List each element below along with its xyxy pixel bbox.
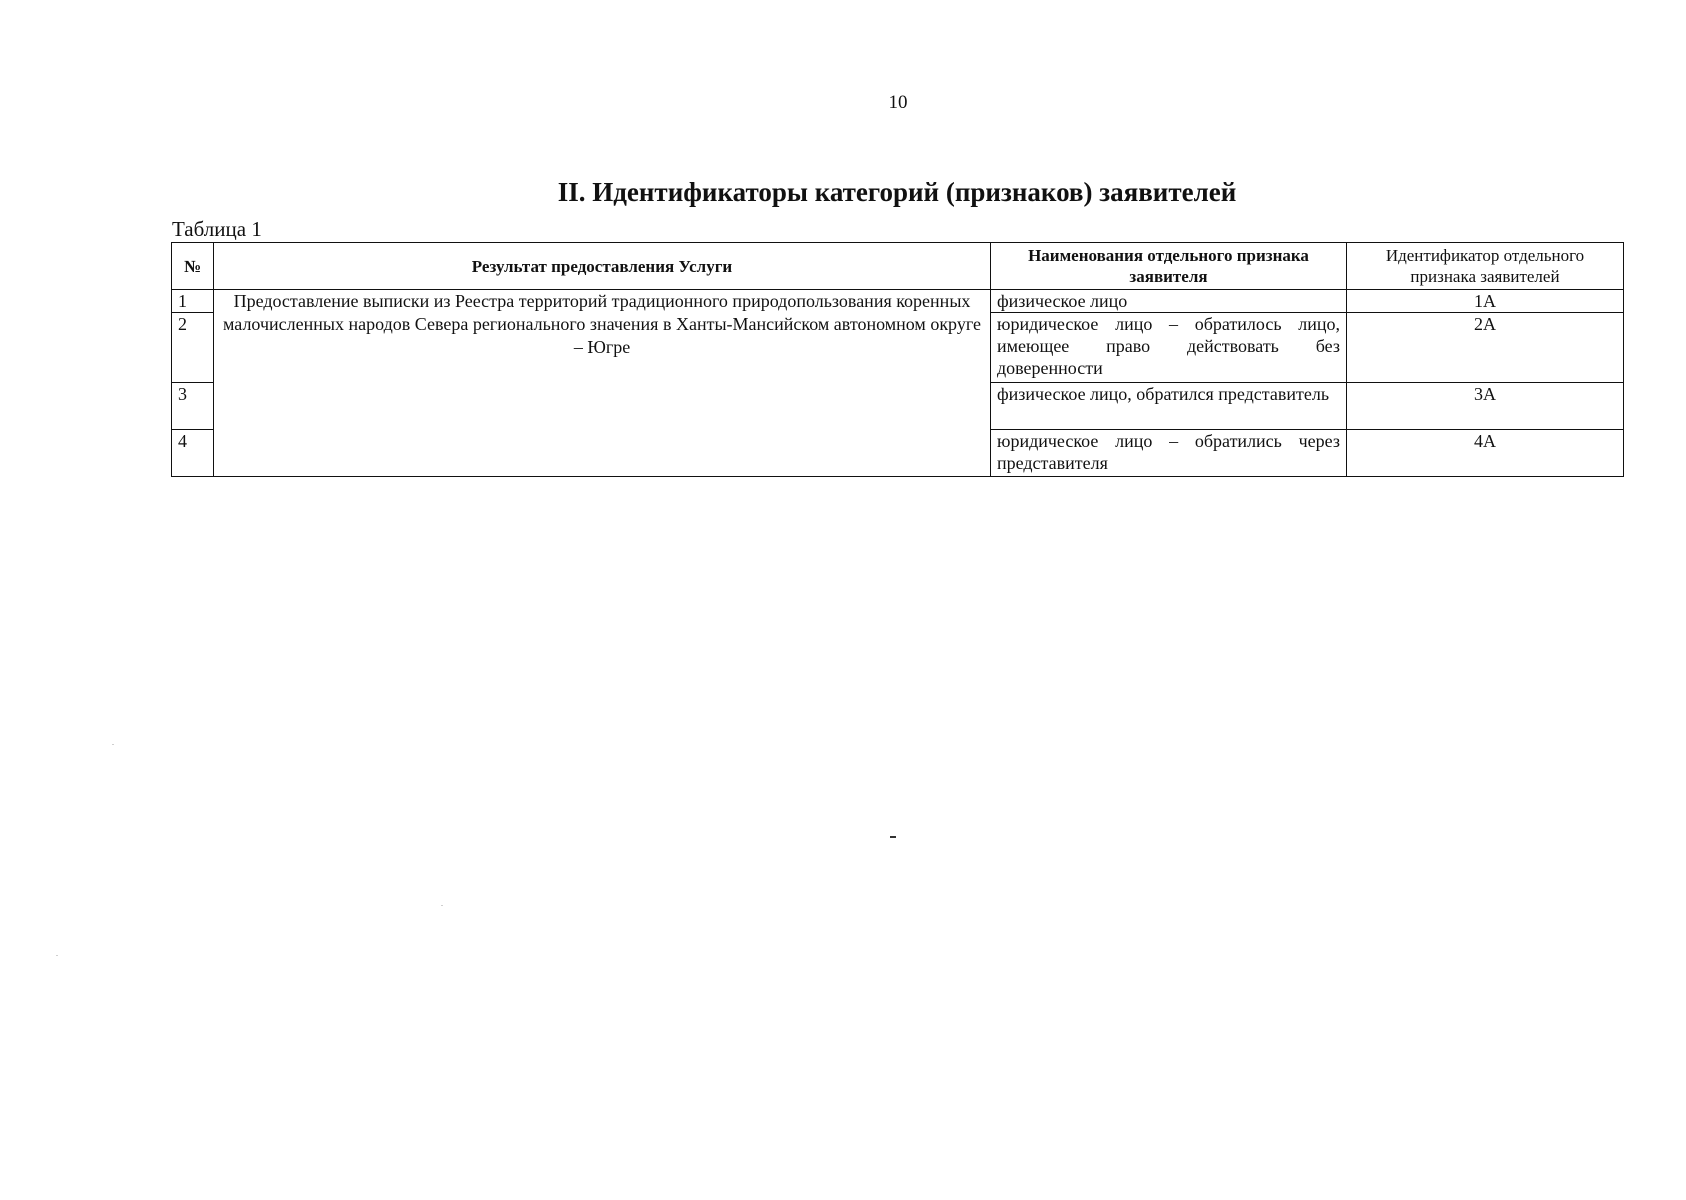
criterion-name-cell: юридическое лицо – обратилось лицо, имеющее право действовать без доверенности	[991, 313, 1347, 383]
row-number: 3	[172, 383, 214, 430]
criterion-name-cell: юридическое лицо – обратились через представителя	[991, 430, 1347, 477]
header-criterion-name: Наименования отдельного признака заявителя	[991, 243, 1347, 290]
row-number: 1	[172, 290, 214, 313]
service-result-cell: Предоставление выписки из Реестра территорий традиционного природопользования коренных малочисленных народов Севера регионального значения в Ханты-Мансийском автономном округе – Югре	[214, 290, 991, 477]
criterion-id-cell: 2А	[1347, 313, 1624, 383]
row-number: 2	[172, 313, 214, 383]
page-number: 10	[888, 92, 908, 113]
header-criterion-id: Идентификатор отдельного признака заявителей	[1347, 243, 1624, 290]
criterion-id-cell: 1А	[1347, 290, 1624, 313]
row-number: 4	[172, 430, 214, 477]
table-caption: Таблица 1	[172, 217, 262, 241]
header-number: №	[172, 243, 214, 290]
scan-speck	[441, 905, 443, 906]
table-row	[172, 290, 1624, 313]
criterion-id-cell: 3А	[1347, 383, 1624, 430]
scan-mark-dash	[890, 836, 896, 838]
criterion-id-cell: 4А	[1347, 430, 1624, 477]
scan-speck	[56, 955, 58, 956]
criterion-name-cell: физическое лицо	[991, 290, 1347, 313]
criterion-name-cell: физическое лицо, обратился представитель	[991, 383, 1347, 430]
scan-speck	[112, 744, 114, 745]
applicant-criteria-table	[171, 242, 1624, 477]
header-result: Результат предоставления Услуги	[214, 243, 991, 290]
table-header-row	[172, 243, 1624, 290]
section-title: II. Идентификаторы категорий (признаков) заявителей	[557, 177, 1237, 207]
